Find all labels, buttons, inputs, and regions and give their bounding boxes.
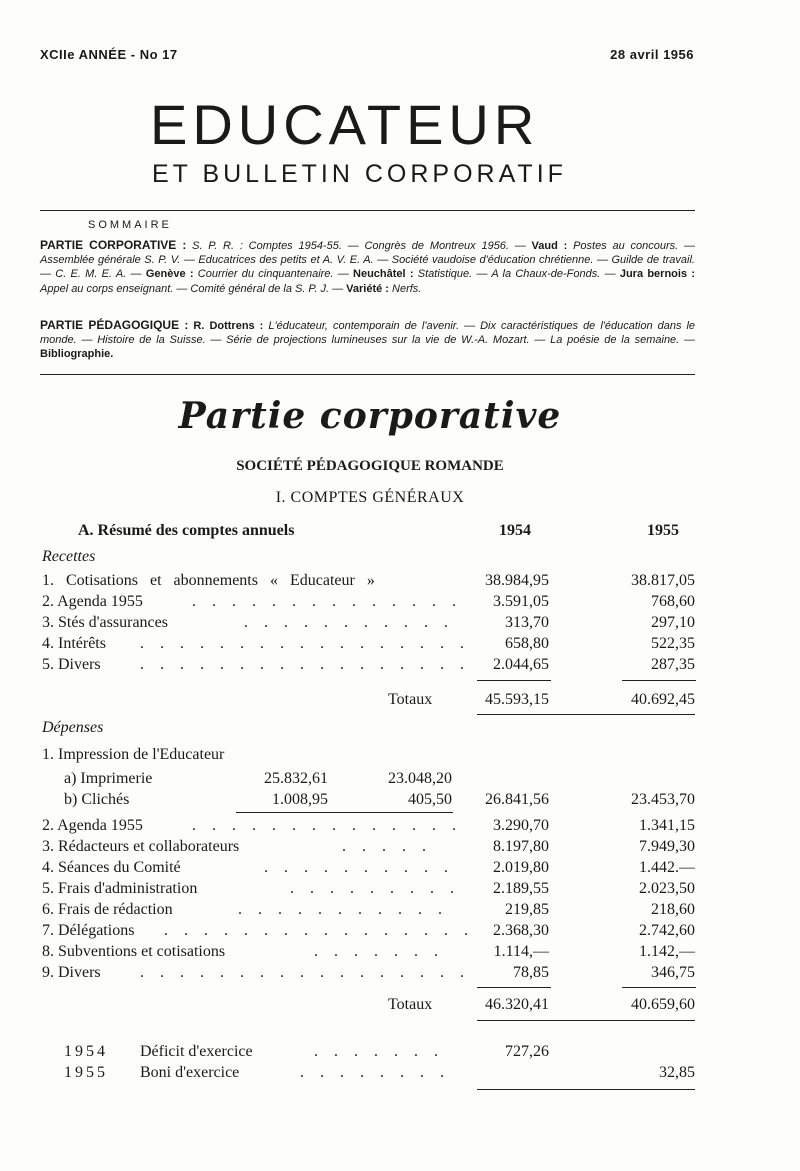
- comptes-heading: I. COMPTES GÉNÉRAUX: [275, 489, 465, 506]
- accounts-header-row: [42, 522, 697, 542]
- row-label: 4. Séances du Comité: [42, 859, 181, 876]
- sum-rule-1955: [622, 987, 696, 988]
- value-1954: 1.114,—: [493, 943, 549, 960]
- row-label: 8. Subventions et cotisations: [42, 943, 226, 960]
- value-1954: 313,70: [505, 614, 549, 631]
- boni-row: [42, 1064, 697, 1084]
- value-1955: 38.817,05: [631, 572, 695, 589]
- dot-leader: . . . . . . . . . . .: [238, 901, 448, 918]
- deficit-1954: 727,26: [505, 1043, 549, 1060]
- table-row: [42, 656, 697, 676]
- sum-rule-1955: [622, 680, 696, 681]
- value-1955: 768,60: [651, 593, 695, 610]
- value-1955: 2.742,60: [639, 922, 695, 939]
- row-label: 7. Délégations: [42, 922, 135, 939]
- depenses-total-row: [42, 996, 697, 1016]
- dot-leader: . . . . .: [342, 838, 432, 855]
- row-label: a) Imprimerie: [64, 770, 153, 787]
- sub-value-1954: 1.008,95: [272, 791, 328, 808]
- row-label: 4. Intérêts: [42, 635, 106, 652]
- dot-leader: . . . . . . . . . . .: [244, 614, 454, 631]
- accounts-subheading: A. Résumé des comptes annuels: [78, 522, 295, 539]
- total-1954: 45.593,15: [485, 691, 549, 708]
- dot-leader: . . . . . . . . . . . . . . . . .: [140, 656, 470, 673]
- value-1955: 287,35: [651, 656, 695, 673]
- dot-leader: . . . . . . . . . .: [264, 859, 454, 876]
- imprimerie-row: [42, 770, 697, 790]
- total-1955: 40.692,45: [631, 691, 695, 708]
- neuchatel-label: Neuchâtel :: [353, 268, 414, 281]
- total-rule: [477, 1020, 695, 1021]
- deficit-label: Déficit d'exercice: [140, 1043, 253, 1060]
- cliches-row: [42, 791, 697, 811]
- sum-rule-1954: [477, 987, 551, 988]
- sub-value-1955: 23.048,20: [388, 770, 452, 787]
- value-1954: 658,80: [505, 635, 549, 652]
- year-1955-header: 1955: [647, 522, 679, 539]
- total-label: Totaux: [388, 691, 433, 708]
- value-1954: 2.019,80: [493, 859, 549, 876]
- recettes-label-row: [42, 548, 697, 568]
- value-1954: 26.841,56: [485, 791, 549, 808]
- value-1954: 38.984,95: [485, 572, 549, 589]
- final-rule: [477, 1089, 695, 1090]
- boni-1955: 32,85: [659, 1064, 695, 1081]
- value-1954: 8.197,80: [493, 838, 549, 855]
- year-1954-header: 1954: [499, 522, 531, 539]
- issue-number: XCIIe ANNÉE - No 17: [40, 47, 178, 62]
- jura-label: Jura bernois :: [619, 268, 695, 281]
- row-label: b) Clichés: [64, 791, 130, 808]
- corporative-text-5: Appel au corps enseignant. — Comité général de la S. P. J. —: [40, 282, 344, 295]
- sommaire-pedagogique: [40, 318, 695, 362]
- value-1954: 219,85: [505, 901, 549, 918]
- table-row: [42, 838, 697, 858]
- row-label: 3. Rédacteurs et collaborateurs: [42, 838, 240, 855]
- row-label: 1. Impression de l'Educateur: [42, 746, 225, 763]
- divider-bottom: [40, 374, 695, 375]
- value-1954: 2.368,30: [493, 922, 549, 939]
- recettes-total-row: [42, 691, 697, 711]
- recettes-label: Recettes: [42, 548, 96, 565]
- table-row: [42, 880, 697, 900]
- value-1954: 2.189,55: [493, 880, 549, 897]
- depenses-label-row: [42, 719, 697, 739]
- row-label: 5. Divers: [42, 656, 101, 673]
- society-heading: SOCIÉTÉ PÉDAGOGIQUE ROMANDE: [236, 458, 504, 474]
- deficit-year: 1954: [64, 1043, 108, 1060]
- table-row: [42, 593, 697, 613]
- geneve-label: Genève :: [145, 268, 194, 281]
- dot-leader: . . . . . . . . . . . . . . . .: [164, 922, 474, 939]
- row-label: 9. Divers: [42, 964, 101, 981]
- dot-leader: . . . . . . . . .: [290, 880, 460, 897]
- corporative-text-4: Statistique. — A la Chaux-de-Fonds. —: [417, 268, 616, 281]
- corporative-text-3: Courrier du cinquantenaire. —: [197, 268, 349, 281]
- dot-leader: . . . . . . . .: [300, 1064, 450, 1081]
- row-label: 2. Agenda 1955: [42, 593, 143, 610]
- dot-leader: . . . . . . .: [314, 1043, 444, 1060]
- corporative-text-1: S. P. R. : Comptes 1954-55. — Congrès de Montreux 1956. —: [192, 240, 526, 252]
- dot-leader: . . . . . . . . . . . . . . . . .: [140, 964, 470, 981]
- value-1955: 23.453,70: [631, 791, 695, 808]
- sommaire-heading: SOMMAIRE: [88, 219, 172, 231]
- value-1954: 3.290,70: [493, 817, 549, 834]
- deficit-row: [42, 1043, 697, 1063]
- dottrens-label: R. Dottrens :: [193, 320, 264, 332]
- value-1955: 1.442.—: [639, 859, 695, 876]
- value-1955: 2.023,50: [639, 880, 695, 897]
- section-title: Partie corporative: [178, 395, 562, 437]
- corporative-text-2: Postes au concours. — Assemblée générale S. P. V. — Educatrices des petits et A. V. E. A. — Société vaudoise d'éducation chrétienne. — Guilde de travail. — C. E. M. E. A. —: [40, 240, 695, 281]
- value-1954: 3.591,05: [493, 593, 549, 610]
- impression-row: [42, 746, 697, 766]
- sub-value-1955: 405,50: [408, 791, 452, 808]
- issue-date: 28 avril 1956: [610, 47, 694, 62]
- sommaire-corporative: [40, 238, 695, 296]
- total-1955: 40.659,60: [631, 996, 695, 1013]
- value-1954: 78,85: [513, 964, 549, 981]
- total-label: Totaux: [388, 996, 433, 1013]
- masthead-subtitle: ET BULLETIN CORPORATIF: [152, 160, 567, 188]
- table-row: [42, 922, 697, 942]
- sub-rule: [236, 812, 453, 813]
- dot-leader: . . . . . . . . . . . . . .: [192, 817, 462, 834]
- value-1954: 2.044,65: [493, 656, 549, 673]
- table-row: [42, 901, 697, 921]
- sub-value-1954: 25.832,61: [264, 770, 328, 787]
- value-1955: 1.142,—: [639, 943, 695, 960]
- value-1955: 1.341,15: [639, 817, 695, 834]
- row-label: 3. Stés d'assurances: [42, 614, 168, 631]
- value-1955: 218,60: [651, 901, 695, 918]
- depenses-label: Dépenses: [42, 719, 104, 736]
- value-1955: 346,75: [651, 964, 695, 981]
- table-row: [42, 635, 697, 655]
- total-1954: 46.320,41: [485, 996, 549, 1013]
- total-rule: [477, 714, 695, 715]
- value-1955: 7.949,30: [639, 838, 695, 855]
- sum-rule-1954: [477, 680, 551, 681]
- table-row: [42, 572, 697, 592]
- dot-leader: . . . . . . . . . . . . . . . . .: [140, 635, 470, 652]
- dot-leader: . . . . . . .: [314, 943, 444, 960]
- corporative-label: PARTIE CORPORATIVE :: [40, 238, 187, 252]
- dot-leader: . . . . . . . . . . . . . .: [192, 593, 462, 610]
- pedagogique-text: L'éducateur, contemporain de l'avenir. — Dix caractéristiques de l'éducation dans le monde. — Histoire de la Suisse. — Série de projections lumineuses sur la vie de W.-A. Mozart. — La poésie de la semaine. —: [40, 320, 696, 347]
- masthead-title: EDUCATEUR: [150, 93, 540, 156]
- variete-label: Variété :: [346, 282, 389, 295]
- row-label: 1. Cotisations et abonnements « Educateur »: [42, 572, 375, 589]
- table-row: [42, 943, 697, 963]
- row-label: 6. Frais de rédaction: [42, 901, 173, 918]
- table-row: [42, 859, 697, 879]
- table-row: [42, 817, 697, 837]
- value-1955: 297,10: [651, 614, 695, 631]
- table-row: [42, 964, 697, 984]
- value-1955: 522,35: [651, 635, 695, 652]
- vaud-label: Vaud :: [531, 240, 568, 252]
- corporative-text-6: Nerfs.: [392, 282, 422, 295]
- row-label: 2. Agenda 1955: [42, 817, 143, 834]
- boni-label: Boni d'exercice: [140, 1064, 240, 1081]
- divider-top: [40, 210, 695, 211]
- bibliographie-label: Bibliographie.: [40, 348, 114, 361]
- boni-year: 1955: [64, 1064, 108, 1081]
- pedagogique-label: PARTIE PÉDAGOGIQUE :: [40, 318, 189, 332]
- table-row: [42, 614, 697, 634]
- row-label: 5. Frais d'administration: [42, 880, 198, 897]
